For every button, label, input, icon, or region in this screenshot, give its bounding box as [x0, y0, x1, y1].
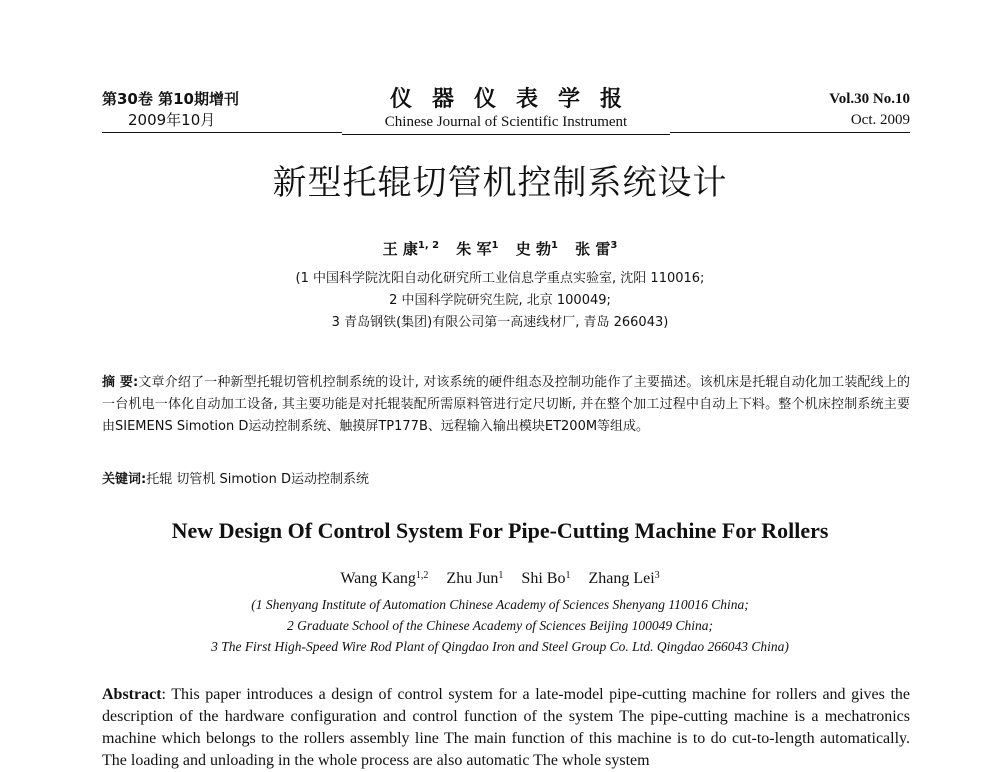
journal-name-en: Chinese Journal of Scientific Instrument: [342, 112, 670, 135]
author-en: Zhang Lei$^3$: [588, 570, 660, 587]
author-en: Wang Kang$^{1,2}$: [340, 570, 429, 587]
affiliation-line: 2 中国科学院研究生院, 北京 100049;: [389, 293, 611, 308]
author-list-cn: [0, 238, 1000, 260]
affiliation-line: (1 Shenyang Institute of Automation Chinese Academy of Sciences Shenyang 110016 China;: [251, 597, 749, 612]
keywords-cn: [102, 470, 910, 490]
affiliations-cn: [0, 268, 1000, 334]
paper-title-cn: 新型托辊切管机控制系统设计: [272, 163, 728, 203]
journal-name-cn: 仪器仪表学报: [389, 87, 642, 112]
affiliation-line: 2 Graduate School of the Chinese Academy of Sciences Beijing 100049 China;: [286, 618, 714, 633]
author-cn: 张 雷$^3$: [575, 240, 618, 258]
header-right: [670, 88, 910, 133]
affiliation-line: 3 The First High-Speed Wire Rod Plant of Qingdao Iron and Steel Group Co. Ltd. Qingdao 266043 China): [211, 639, 789, 654]
abstract-cn-label: 摘 要:: [102, 375, 139, 390]
abstract-en-text: : This paper introduces a design of control system for a late-model pipe-cutting machine for rollers and gives the description of the hardware configuration and control function of the system The pipe-cutting machine is a mechatronics machine which belongs to the rollers assembly line The main function of this machine is to do cut-to-length automatically. The loading and unloading in the whole process are also automatic The whole system: [102, 686, 910, 769]
header-center: [342, 88, 670, 135]
date-en: Oct. 2009: [670, 110, 910, 133]
keywords-cn-label: 关键词:: [102, 472, 147, 487]
affiliation-line: 3 青岛钢铁(集团)有限公司第一高速线材厂, 青岛 266043): [331, 315, 669, 330]
abstract-cn: [102, 372, 910, 438]
date-cn: 2009年10月: [102, 110, 342, 133]
header-left: [102, 88, 342, 133]
author-cn: 史 勃$^1$: [515, 240, 558, 258]
journal-header: [102, 88, 910, 138]
abstract-en-label: Abstract: [102, 686, 162, 703]
author-list-en: [0, 568, 1000, 590]
author-en: Shi Bo$^1$: [521, 570, 571, 587]
author-en: Zhu Jun$^1$: [446, 570, 504, 587]
paper-title-en: New Design Of Control System For Pipe-Cutting Machine For Rollers: [171, 518, 829, 543]
affiliations-en: [0, 594, 1000, 657]
volume-cn: 第30卷 第10期增刊: [102, 90, 239, 108]
affiliation-line: (1 中国科学院沈阳自动化研究所工业信息学重点实验室, 沈阳 110016;: [295, 271, 705, 286]
abstract-en: [102, 684, 910, 772]
abstract-cn-text: 文章介绍了一种新型托辊切管机控制系统的设计, 对该系统的硬件组态及控制功能作了主要描述。该机床是托辊自动化加工装配线上的一台机电一体化自动加工设备, 其主要功能是对托辊装配所需原料管进行定尺切断, 并在整个加工过程中自动上下料。整个机床控制系统主要由SIEMENS Simotion D运动控制系统、触摸屏TP177B、远程输入输出模块ET200M等组成。: [102, 375, 911, 434]
keywords-cn-text: 托辊 切管机 Simotion D运动控制系统: [146, 472, 369, 487]
volume-en: Vol.30 No.10: [829, 91, 910, 107]
author-cn: 朱 军$^1$: [456, 240, 499, 258]
author-cn: 王 康$^{1, 2}$: [382, 240, 440, 258]
